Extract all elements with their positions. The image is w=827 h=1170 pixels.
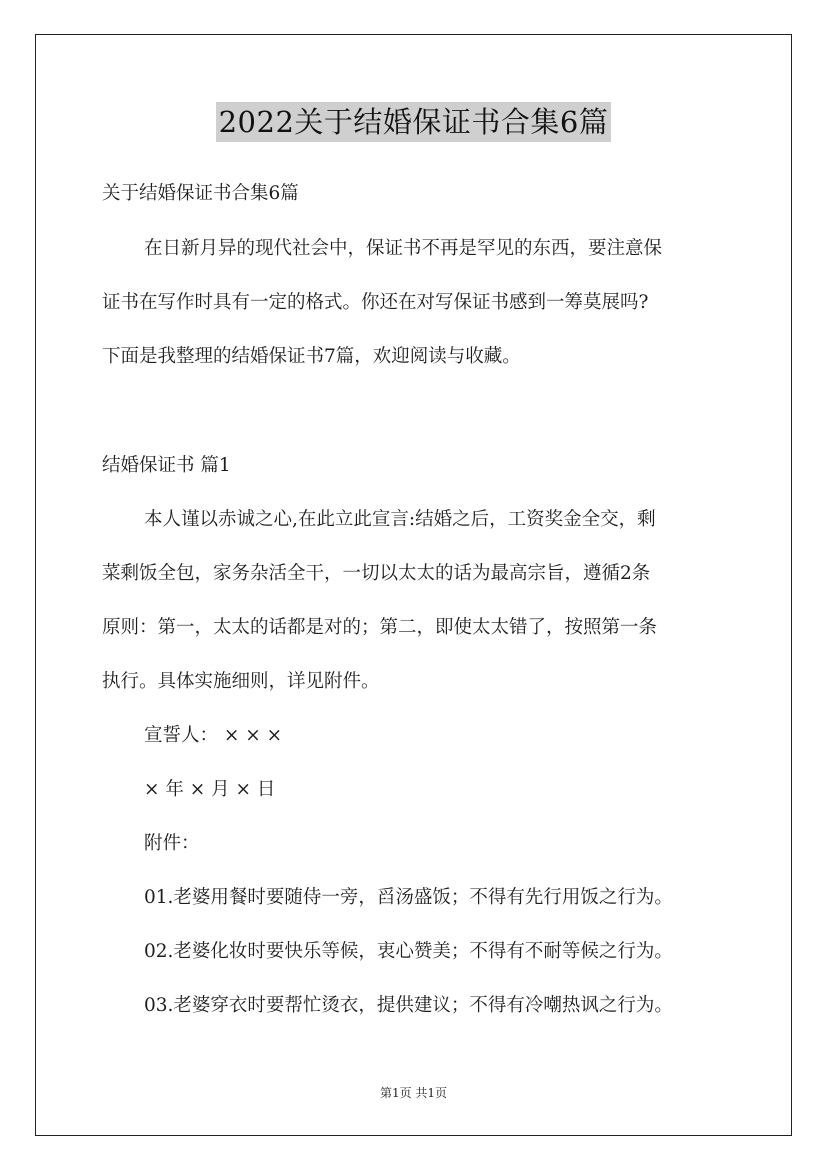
intro-line-1: 在日新月异的现代社会中，保证书不再是罕见的东西，要注意保: [144, 238, 663, 259]
document-title: 2022关于结婚保证书合集6篇: [216, 102, 612, 142]
intro-line-3: 下面是我整理的结婚保证书7篇，欢迎阅读与收藏。: [102, 346, 521, 367]
title-container: [0, 102, 827, 142]
attachment-label: 附件：: [144, 833, 200, 854]
section-heading: 结婚保证书 篇1: [102, 455, 231, 476]
intro-line-2: 证书在写作时具有一定的格式。你还在对写保证书感到一筹莫展吗?: [102, 292, 649, 313]
document-subtitle: 关于结婚保证书合集6篇: [102, 183, 299, 204]
page-footer: 第1页 共1页: [379, 1086, 448, 1100]
body-line-4: 执行。具体实施细则，详见附件。: [102, 671, 380, 692]
signatory-line: 宣誓人： × × ×: [144, 725, 283, 746]
attachment-item-2: 02.老婆化妆时要快乐等候，衷心赞美；不得有不耐等候之行为。: [144, 941, 673, 962]
date-line: × 年 × 月 × 日: [144, 779, 276, 800]
body-line-3: 原则：第一，太太的话都是对的；第二，即使太太错了，按照第一条: [102, 617, 658, 638]
attachment-item-3: 03.老婆穿衣时要帮忙烫衣，提供建议；不得有冷嘲热讽之行为。: [144, 995, 673, 1016]
body-line-1: 本人谨以赤诚之心,在此立此宣言:结婚之后，工资奖金全交，剩: [144, 509, 656, 530]
body-line-2: 菜剩饭全包，家务杂活全干，一切以太太的话为最高宗旨，遵循2条: [102, 563, 651, 584]
attachment-item-1: 01.老婆用餐时要随侍一旁，舀汤盛饭；不得有先行用饭之行为。: [144, 887, 673, 908]
